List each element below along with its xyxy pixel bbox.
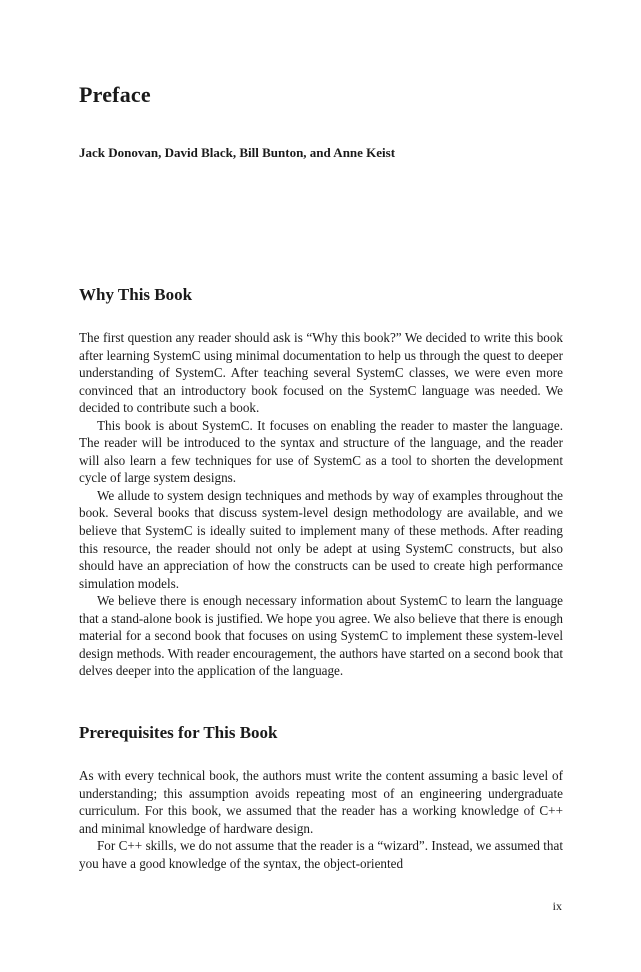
section-heading-why-this-book: Why This Book (79, 285, 193, 304)
paragraph: The first question any reader should ask is “Why this book?” We decided to write this book after learning SystemC using minimal documentation to help us through the quest to deeper understanding of SystemC. After teaching several SystemC classes, we were even more convinced that an introductory book focused on the SystemC language was needed. We decided to contribute such a book. (79, 330, 563, 416)
paragraph: We believe there is enough necessary information about SystemC to learn the language that a stand-alone book is justified. We hope you agree. We also believe that there is enough material for a second book that focuses on using SystemC to implement these system-level design methods. With reader encouragement, the authors have started on a second book that delves deeper into the application of the language. (79, 593, 563, 679)
paragraph: As with every technical book, the authors must write the content assuming a basic level of understanding; this assumption avoids repeating most of an engineering undergraduate curriculum. For this book, we assumed that the reader has a working knowledge of C++ and minimal knowledge of hardware design. (79, 768, 563, 836)
page-number: ix (552, 899, 562, 913)
paragraph: For C++ skills, we do not assume that the reader is a “wizard”. Instead, we assumed that you have a good knowledge of the syntax, the object-oriented (79, 838, 563, 871)
paragraph: This book is about SystemC. It focuses on enabling the reader to master the language. The reader will be introduced to the syntax and structure of the language, and the reader will also learn a few techniques for use of SystemC as a tool to shorten the development cycle of large system designs. (79, 417, 563, 486)
section-heading-prerequisites: Prerequisites for This Book (79, 723, 278, 742)
section-body-why-this-book (79, 329, 563, 680)
chapter-title: Preface (79, 82, 151, 107)
paragraph: We allude to system design techniques and methods by way of examples throughout the book. Several books that discuss system-level design methodology are available, and we believe that SystemC is ideally suited to implement many of these methods. After reading this resource, the reader should not only be adept at using SystemC constructs, but also should have an appreciation of how the constructs can be used to create high performance simulation models. (79, 487, 563, 591)
author-list: Jack Donovan, David Black, Bill Bunton, and Anne Keist (79, 145, 396, 160)
section-body-prerequisites (79, 767, 563, 872)
